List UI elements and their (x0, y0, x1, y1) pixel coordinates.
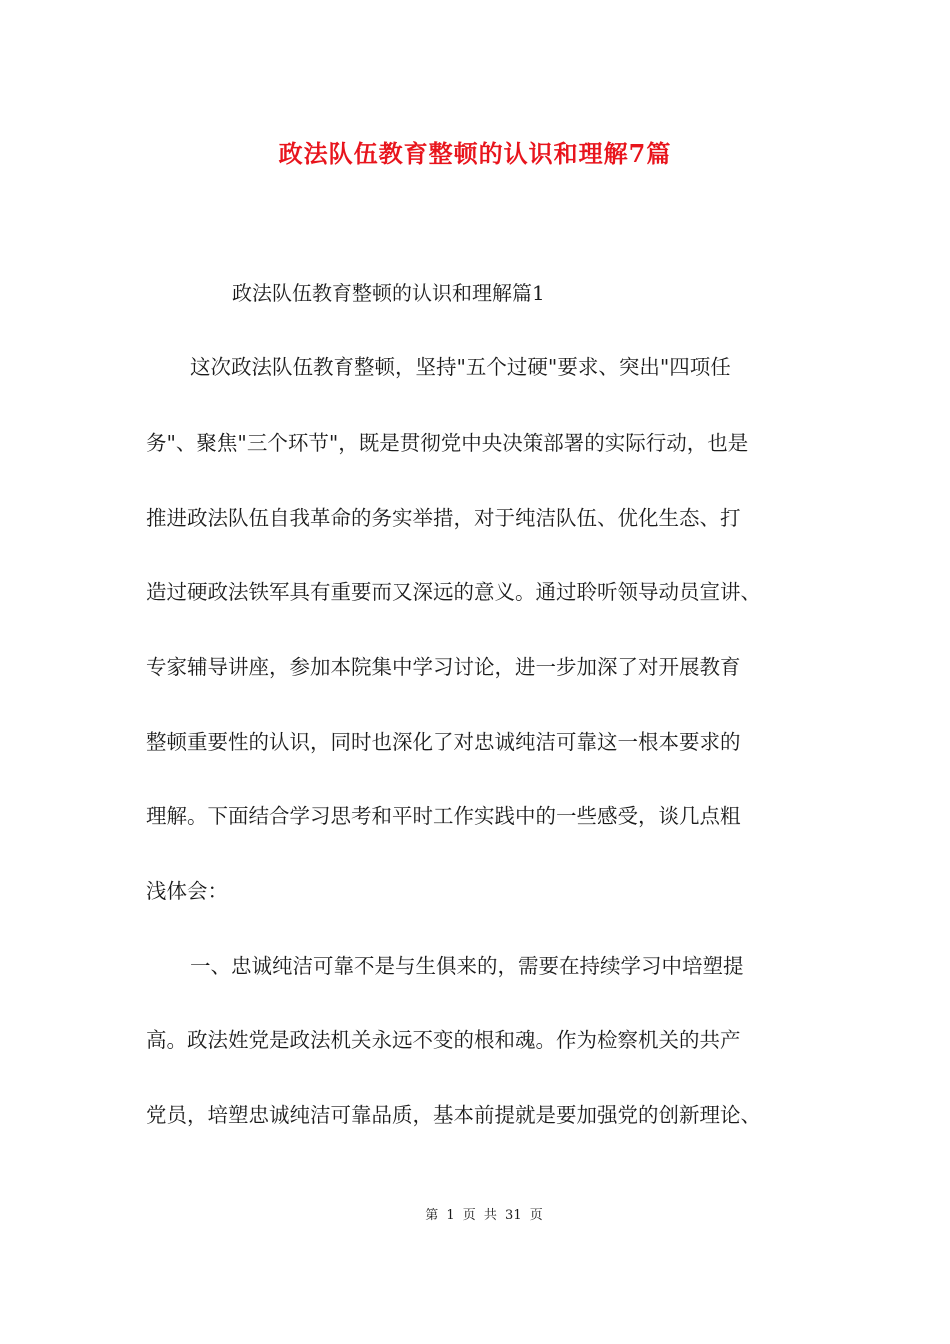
paragraph-line: 党员，培塑忠诚纯洁可靠品质，基本前提就是要加强党的创新理论、 (146, 1103, 761, 1127)
paragraph-line: 务"、聚焦"三个环节"，既是贯彻党中央决策部署的实际行动，也是 (146, 431, 749, 455)
page-footer: 第 1 页 共 31 页 (425, 1208, 543, 1223)
paragraph-line: 浅体会： (146, 879, 228, 903)
section-heading: 政法队伍教育整顿的认识和理解篇1 (232, 281, 545, 305)
paragraph-line: 高。政法姓党是政法机关永远不变的根和魂。作为检察机关的共产 (146, 1028, 741, 1052)
paragraph-line: 造过硬政法铁军具有重要而又深远的意义。通过聆听领导动员宣讲、 (146, 580, 761, 604)
paragraph-line: 推进政法队伍自我革命的务实举措，对于纯洁队伍、优化生态、打 (146, 506, 741, 530)
paragraph-line: 专家辅导讲座，参加本院集中学习讨论，进一步加深了对开展教育 (146, 655, 741, 679)
paragraph-line: 整顿重要性的认识，同时也深化了对忠诚纯洁可靠这一根本要求的 (146, 730, 741, 754)
paragraph-line: 这次政法队伍教育整顿，坚持"五个过硬"要求、突出"四项任 (190, 355, 731, 379)
paragraph-line: 一、忠诚纯洁可靠不是与生俱来的，需要在持续学习中培塑提 (190, 954, 744, 978)
document-title: 政法队伍教育整顿的认识和理解7篇 (278, 139, 672, 168)
paragraph-line: 理解。下面结合学习思考和平时工作实践中的一些感受，谈几点粗 (146, 804, 741, 828)
